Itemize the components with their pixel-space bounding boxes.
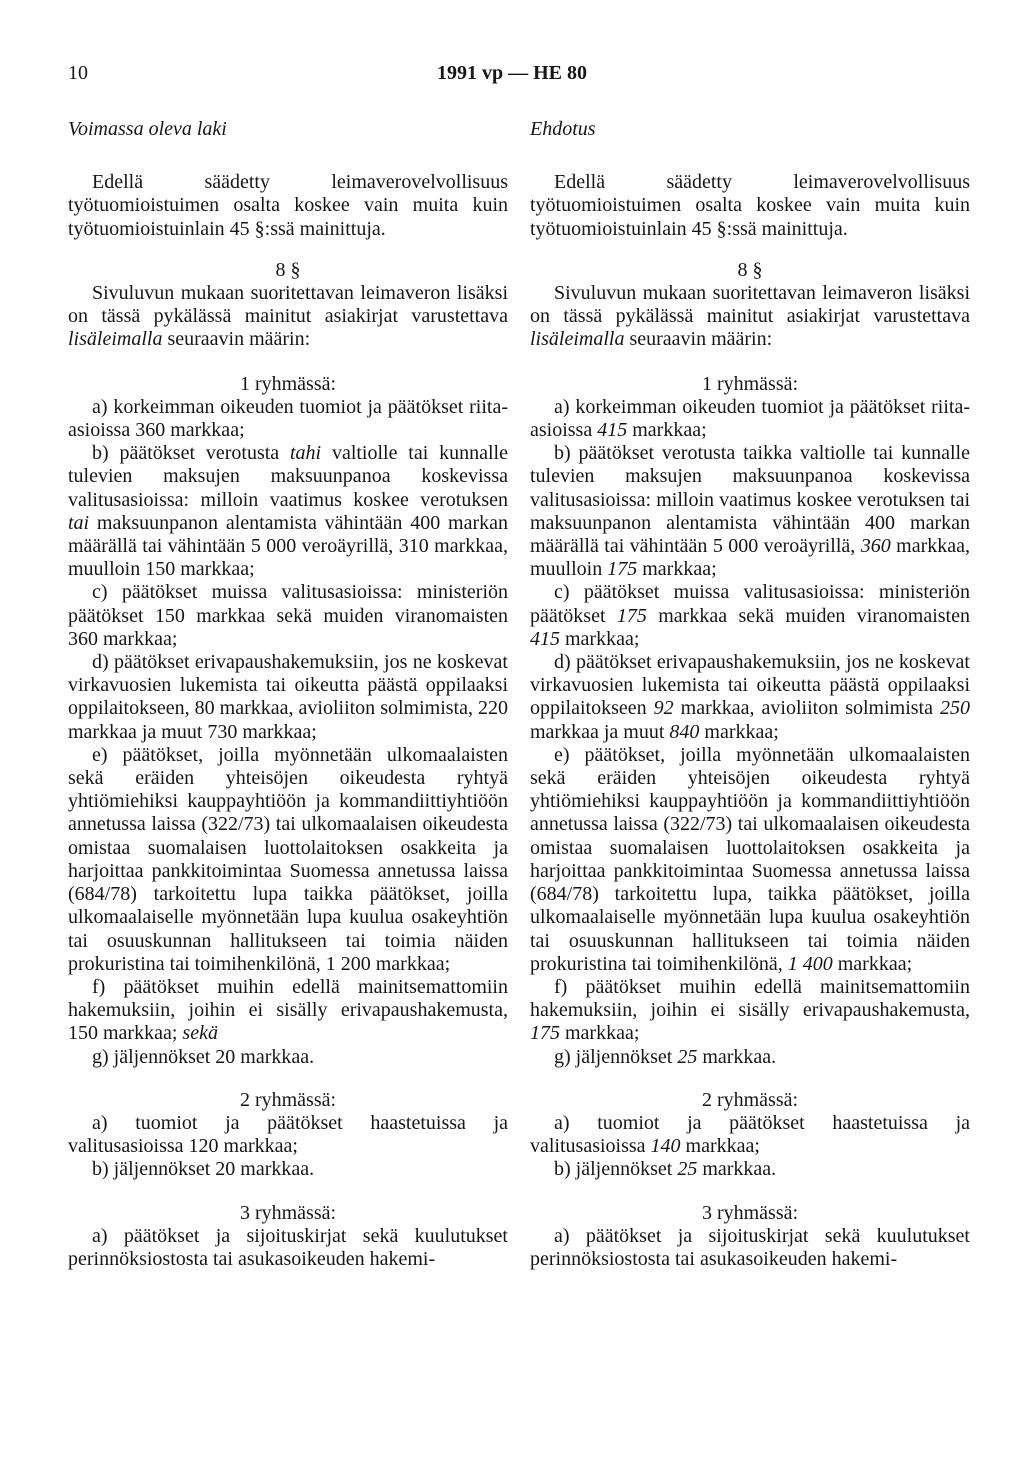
left-item-c: c) päätökset muissa valitusasioissa: ministeriön päätökset 150 markkaa sekä muiden viranomaisten 360 markkaa; bbox=[68, 581, 508, 650]
right-item-f-text: f) päätökset muihin edellä mainitsemattomiin hakemuksiin, joihin ei sisälly erivapaushakemusta, bbox=[530, 975, 970, 1022]
right-item-c-amount-2: 415 bbox=[530, 627, 560, 650]
right-item-d-amount-1: 92 bbox=[653, 697, 674, 720]
right-group2-item-b-text-end: markkaa. bbox=[702, 1158, 777, 1181]
right-item-c-amount-1: 175 bbox=[616, 604, 647, 627]
right-item-c-text: c) päätökset muissa valitusasioissa: ministeriön päätökset bbox=[530, 581, 970, 627]
left-section-text-end: seuraavin määrin: bbox=[167, 328, 311, 351]
left-intro-paragraph: Edellä säädetty leimaverovelvollisuus työtuomioistuimen osalta koskee vain muita kuin työtuomioistuinlain 45 §:ssä mainittuja. bbox=[68, 171, 508, 240]
left-item-d: d) päätökset erivapaushakemuksiin, jos ne koskevat virkavuosien lukemista tai oikeutta päästä oppilaaksi oppilaitokseen, 80 markkaa, avioliiton solmimista, 220 markkaa ja muut 730 markkaa; bbox=[68, 651, 508, 743]
left-item-f-text: f) päätökset muihin edellä mainitsemattomiin hakemuksiin, joihin ei sisälly erivapaushakemusta, 150 markkaa; bbox=[68, 975, 508, 1045]
left-item-g: g) jäljennökset 20 markkaa. bbox=[92, 1045, 315, 1068]
right-item-e-amount: 1 400 bbox=[787, 952, 833, 975]
page-number: 10 bbox=[68, 62, 88, 84]
right-item-d-text-end: markkaa; bbox=[704, 720, 779, 743]
right-item-b-text-end: markkaa; bbox=[642, 558, 717, 581]
left-group2-heading: 2 ryhmässä: bbox=[239, 1088, 337, 1111]
left-item-b bbox=[68, 442, 508, 581]
right-item-d-text-mid-2: markkaa ja muut bbox=[530, 720, 665, 743]
right-column bbox=[530, 118, 970, 1271]
right-group2-item-b-amount: 25 bbox=[677, 1158, 698, 1181]
right-item-b-text: b) päätökset verotusta taikka valtiolle tai kunnalle tulevien maksujen maksuunpanoa koskevissa valitusasioissa: milloin vaatimus koskee verotuksen tai maksuunpanon alentamista vähintään 400 markan määrällä tai vähintään 5 000 veroäyrillä, bbox=[530, 442, 970, 558]
left-group2-item-b: b) jäljennökset 20 markkaa. bbox=[92, 1158, 315, 1181]
right-group2-item-a bbox=[530, 1112, 970, 1158]
right-item-d-amount-3: 840 bbox=[669, 720, 700, 743]
right-column-heading: Ehdotus bbox=[530, 118, 596, 140]
right-item-e-text-end: markkaa; bbox=[837, 952, 913, 975]
left-item-b-text: b) päätökset verotusta bbox=[92, 442, 280, 465]
right-section-italic: lisäleimalla bbox=[530, 328, 625, 351]
left-group1-heading: 1 ryhmässä: bbox=[239, 372, 337, 395]
right-item-e-text: e) päätökset, joilla myönnetään ulkomaalaisten sekä eräiden yhteisöjen oikeudesta ryhtyä yhtiömiehiksi kauppayhtiöön ja kommandiittiyhtiöön annetussa laissa (322/73) tai ulkomaalaisen oikeudesta omistaa suomalaisen luottolaitoksen osakkeita ja harjoittaa pankkitoimintaa Suomessa annetussa laissa (684/78) tarkoitettu lupa, taikka päätökset, joilla ulkomaalaiselle myönnetään lupa kuulua osakeyhtiön tai osuuskunnan hallitukseen tai toimia näiden prokuristina tai toimihenkilönä, bbox=[530, 743, 970, 975]
right-item-g-amount: 25 bbox=[677, 1045, 698, 1068]
right-item-f-amount: 175 bbox=[530, 1022, 560, 1045]
left-item-f bbox=[68, 976, 508, 1046]
right-group2-item-b-text: b) jäljennökset bbox=[554, 1158, 673, 1181]
right-item-b-text-mid: markkaa, muulloin bbox=[530, 535, 970, 581]
right-item-g-text: g) jäljennökset bbox=[554, 1045, 673, 1068]
right-item-d-amount-2: 250 bbox=[940, 697, 971, 720]
right-group2-item-a-text: a) tuomiot ja päätökset haastetuissa ja valitusasioissa bbox=[530, 1111, 970, 1158]
right-item-c-text-mid: markkaa sekä muiden viranomaisten bbox=[658, 604, 970, 627]
right-item-a-text: a) korkeimman oikeuden tuomiot ja päätökset riita-asioissa bbox=[530, 395, 970, 442]
document-header-title: 1991 vp — HE 80 bbox=[436, 62, 588, 84]
right-item-f bbox=[530, 976, 970, 1046]
right-intro-paragraph: Edellä säädetty leimaverovelvollisuus työtuomioistuimen osalta koskee vain muita kuin työtuomioistuinlain 45 §:ssä mainittuja. bbox=[530, 171, 970, 240]
left-column-heading: Voimassa oleva laki bbox=[68, 118, 227, 140]
right-section-text-end: seuraavin määrin: bbox=[629, 328, 773, 351]
right-item-b-amount-1: 360 bbox=[860, 535, 891, 558]
left-item-e: e) päätökset, joilla myönnetään ulkomaalaisten sekä eräiden yhteisöjen oikeudesta ryhtyä yhtiömiehiksi kauppayhtiöön ja kommandiittiyhtiöön annetussa laissa (322/73) tai ulkomaalaisen oikeudesta omistaa suomalaisen luottolaitoksen osakkeita ja harjoittaa pankkitoimintaa Suomessa annetussa laissa (684/78) tarkoitettu lupa taikka päätökset, joilla ulkomaalaiselle myönnetään lupa kuulua osakeyhtiön tai osuuskunnan hallitukseen tai toimia näiden prokuristina tai toimihenkilönä, 1 200 markkaa; bbox=[68, 743, 508, 975]
right-group2-item-a-text-end: markkaa; bbox=[685, 1135, 760, 1158]
right-item-g bbox=[530, 1046, 970, 1069]
right-item-f-text-end: markkaa; bbox=[565, 1022, 640, 1045]
left-section-paragraph bbox=[68, 282, 508, 352]
left-group2-item-a: a) tuomiot ja päätökset haastetuissa ja valitusasioissa 120 markkaa; bbox=[68, 1111, 508, 1158]
right-group2-heading: 2 ryhmässä: bbox=[701, 1088, 799, 1111]
left-item-f-italic: sekä bbox=[182, 1022, 218, 1045]
left-section-italic: lisäleimalla bbox=[68, 328, 163, 351]
right-item-a-text-end: markkaa; bbox=[632, 419, 707, 442]
right-group2-item-a-amount: 140 bbox=[650, 1135, 681, 1158]
left-item-b-text-mid: valtiolle tai kunnalle tulevien maksujen maksuunpanoa koskevissa valitusasioissa: milloin vaatimus koskee verotuksen bbox=[68, 442, 508, 511]
left-group3-item-a: a) päätökset ja sijoituskirjat sekä kuulutukset perinnöksiostosta tai asukasoikeuden hakemi- bbox=[68, 1224, 508, 1270]
right-item-c bbox=[530, 581, 970, 651]
right-item-g-text-end: markkaa. bbox=[702, 1045, 777, 1068]
right-item-b-amount-2: 175 bbox=[607, 558, 638, 581]
right-item-d-text: d) päätökset erivapaushakemuksiin, jos ne koskevat virkavuosien lukemista tai oikeutta päästä oppilaaksi oppilaitokseen bbox=[530, 651, 970, 720]
left-item-b-text-end: maksuunpanon alentamista vähintään 400 markan määrällä tai vähintään 5 000 veroäyrillä, 310 markkaa, muulloin 150 markkaa; bbox=[68, 511, 508, 581]
left-item-b-italic-1: tahi bbox=[289, 442, 322, 465]
right-group2-item-b bbox=[530, 1158, 970, 1181]
right-item-d-text-mid-1: markkaa, avioliiton solmimista bbox=[680, 697, 933, 720]
right-section-paragraph bbox=[530, 282, 970, 352]
right-item-c-text-end: markkaa; bbox=[565, 627, 640, 650]
right-section-text: Sivuluvun mukaan suoritettavan leimaveron lisäksi on tässä pykälässä mainitut asiakirjat varustettava bbox=[530, 282, 970, 328]
right-section-heading: 8 § bbox=[737, 258, 763, 281]
left-section-heading: 8 § bbox=[275, 258, 301, 281]
right-group1-heading: 1 ryhmässä: bbox=[701, 372, 799, 395]
left-item-b-italic-2: tai bbox=[68, 511, 90, 534]
right-item-b bbox=[530, 442, 970, 581]
left-group3-heading: 3 ryhmässä: bbox=[239, 1201, 337, 1224]
right-item-a-amount: 415 bbox=[597, 419, 628, 442]
right-group3-heading: 3 ryhmässä: bbox=[701, 1201, 799, 1224]
right-item-a bbox=[530, 396, 970, 442]
left-section-text: Sivuluvun mukaan suoritettavan leimaveron lisäksi on tässä pykälässä mainitut asiakirjat varustettava bbox=[68, 282, 508, 328]
right-group3-item-a: a) päätökset ja sijoituskirjat sekä kuulutukset perinnöksiostosta tai asukasoikeuden hakemi- bbox=[530, 1224, 970, 1270]
left-column bbox=[68, 118, 508, 1271]
right-item-d bbox=[530, 651, 970, 744]
right-item-e bbox=[530, 744, 970, 976]
left-item-a: a) korkeimman oikeuden tuomiot ja päätökset riita-asioissa 360 markkaa; bbox=[68, 395, 508, 442]
